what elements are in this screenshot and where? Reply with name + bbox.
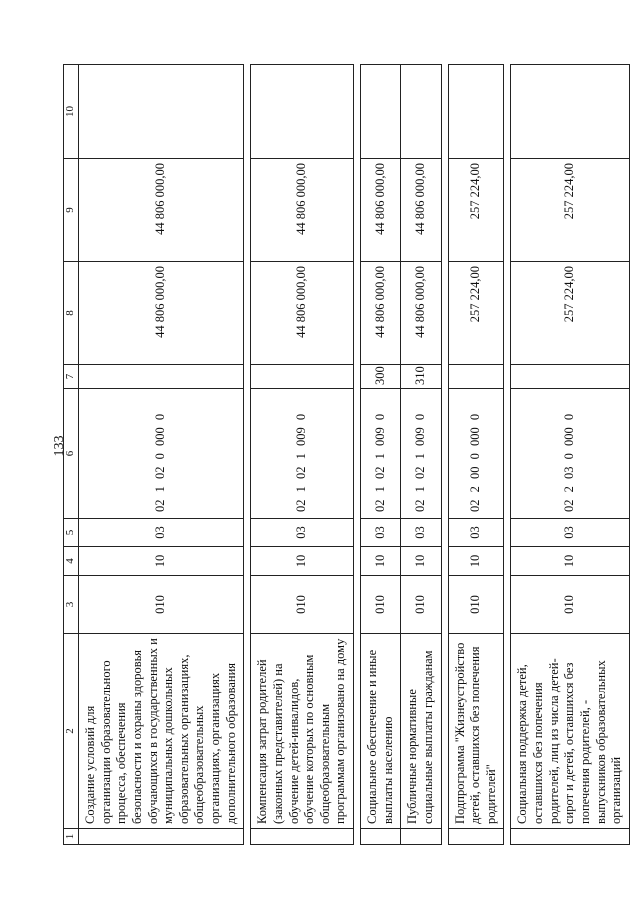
col6-cell: 02 1 02 1 009 0	[251, 389, 354, 519]
col5-cell: 03	[79, 519, 244, 547]
row-name: Социальная поддержка детей, оставшихся без попечения родителей, лиц из числа детей-сирот и детей, оставшихся без попечения родителей, - выпускников образовательных организаций	[511, 634, 629, 829]
table-row	[361, 65, 401, 845]
col7-cell	[448, 365, 504, 389]
col3-cell: 010	[448, 576, 504, 634]
col9-cell: 257 224,00	[511, 159, 629, 262]
col3-cell: 010	[511, 576, 629, 634]
col5-cell: 03	[401, 519, 441, 547]
table-row	[401, 65, 441, 845]
budget-table	[63, 64, 630, 845]
header-cell: 8	[64, 262, 79, 365]
row-marker-cell	[251, 829, 354, 845]
header-cell: 6	[64, 389, 79, 519]
header-cell: 7	[64, 365, 79, 389]
col8-cell: 44 806 000,00	[401, 262, 441, 365]
row-marker-cell	[448, 829, 504, 845]
header-cell: 2	[64, 634, 79, 829]
row-name: Публичные нормативные социальные выплаты гражданам	[401, 634, 441, 829]
col10-cell	[401, 65, 441, 159]
col7-cell: 310	[401, 365, 441, 389]
col9-cell: 44 806 000,00	[401, 159, 441, 262]
row-gap	[504, 65, 511, 845]
col10-cell	[361, 65, 401, 159]
row-name: Подпрограмма "Жизнеустройство детей, оставшихся без попечения родителей"	[448, 634, 504, 829]
col8-cell: 44 806 000,00	[251, 262, 354, 365]
col4-cell: 10	[251, 547, 354, 576]
col3-cell: 010	[251, 576, 354, 634]
col6-cell: 02 1 02 1 009 0	[361, 389, 401, 519]
col10-cell	[511, 65, 629, 159]
col7-cell	[251, 365, 354, 389]
header-cell: 1	[64, 829, 79, 845]
col9-cell: 44 806 000,00	[361, 159, 401, 262]
col4-cell: 10	[79, 547, 244, 576]
header-cell: 9	[64, 159, 79, 262]
col5-cell: 03	[251, 519, 354, 547]
row-marker-cell	[79, 829, 244, 845]
col4-cell: 10	[361, 547, 401, 576]
row-marker-cell	[511, 829, 629, 845]
col4-cell: 10	[448, 547, 504, 576]
row-name: Компенсация затрат родителей (законных представителей) на обучение детей-инвалидов, обучение которых по основным общеобразовательным программам организовано на дому	[251, 634, 354, 829]
col5-cell: 03	[448, 519, 504, 547]
col10-cell	[251, 65, 354, 159]
row-name: Социальное обеспечение и иные выплаты населению	[361, 634, 401, 829]
col9-cell: 44 806 000,00	[251, 159, 354, 262]
header-cell: 10	[64, 65, 79, 159]
header-cell: 4	[64, 547, 79, 576]
row-marker-cell	[361, 829, 401, 845]
col8-cell: 44 806 000,00	[361, 262, 401, 365]
header-cell: 5	[64, 519, 79, 547]
page-number: 133	[52, 435, 67, 457]
header-row	[64, 65, 79, 845]
col6-cell: 02 2 00 0 000 0	[448, 389, 504, 519]
col7-cell	[511, 365, 629, 389]
col6-cell: 02 1 02 0 000 0	[79, 389, 244, 519]
row-marker-cell	[401, 829, 441, 845]
col5-cell: 03	[361, 519, 401, 547]
table-row	[448, 65, 504, 845]
col3-cell: 010	[361, 576, 401, 634]
col10-cell	[448, 65, 504, 159]
col4-cell: 10	[511, 547, 629, 576]
header-cell: 3	[64, 576, 79, 634]
col9-cell: 257 224,00	[448, 159, 504, 262]
col8-cell: 257 224,00	[448, 262, 504, 365]
row-gap	[441, 65, 448, 845]
col3-cell: 010	[401, 576, 441, 634]
row-name: Создание условий для организации образовательного процесса, обеспечения безопасности и охраны здоровья обучающихся в государственных и муниципальных дошкольных образовательных организациях, общеобразовательных организациях, организациях дополнительного образования	[79, 634, 244, 829]
col6-cell: 02 1 02 1 009 0	[401, 389, 441, 519]
col8-cell: 257 224,00	[511, 262, 629, 365]
col5-cell: 03	[511, 519, 629, 547]
budget-table-container	[63, 65, 624, 845]
col6-cell: 02 2 03 0 000 0	[511, 389, 629, 519]
table-row	[511, 65, 629, 845]
col9-cell: 44 806 000,00	[79, 159, 244, 262]
table-row	[79, 65, 244, 845]
col7-cell: 300	[361, 365, 401, 389]
table-row	[251, 65, 354, 845]
col10-cell	[79, 65, 244, 159]
row-gap	[244, 65, 251, 845]
col7-cell	[79, 365, 244, 389]
col8-cell: 44 806 000,00	[79, 262, 244, 365]
col3-cell: 010	[79, 576, 244, 634]
row-gap	[354, 65, 361, 845]
col4-cell: 10	[401, 547, 441, 576]
